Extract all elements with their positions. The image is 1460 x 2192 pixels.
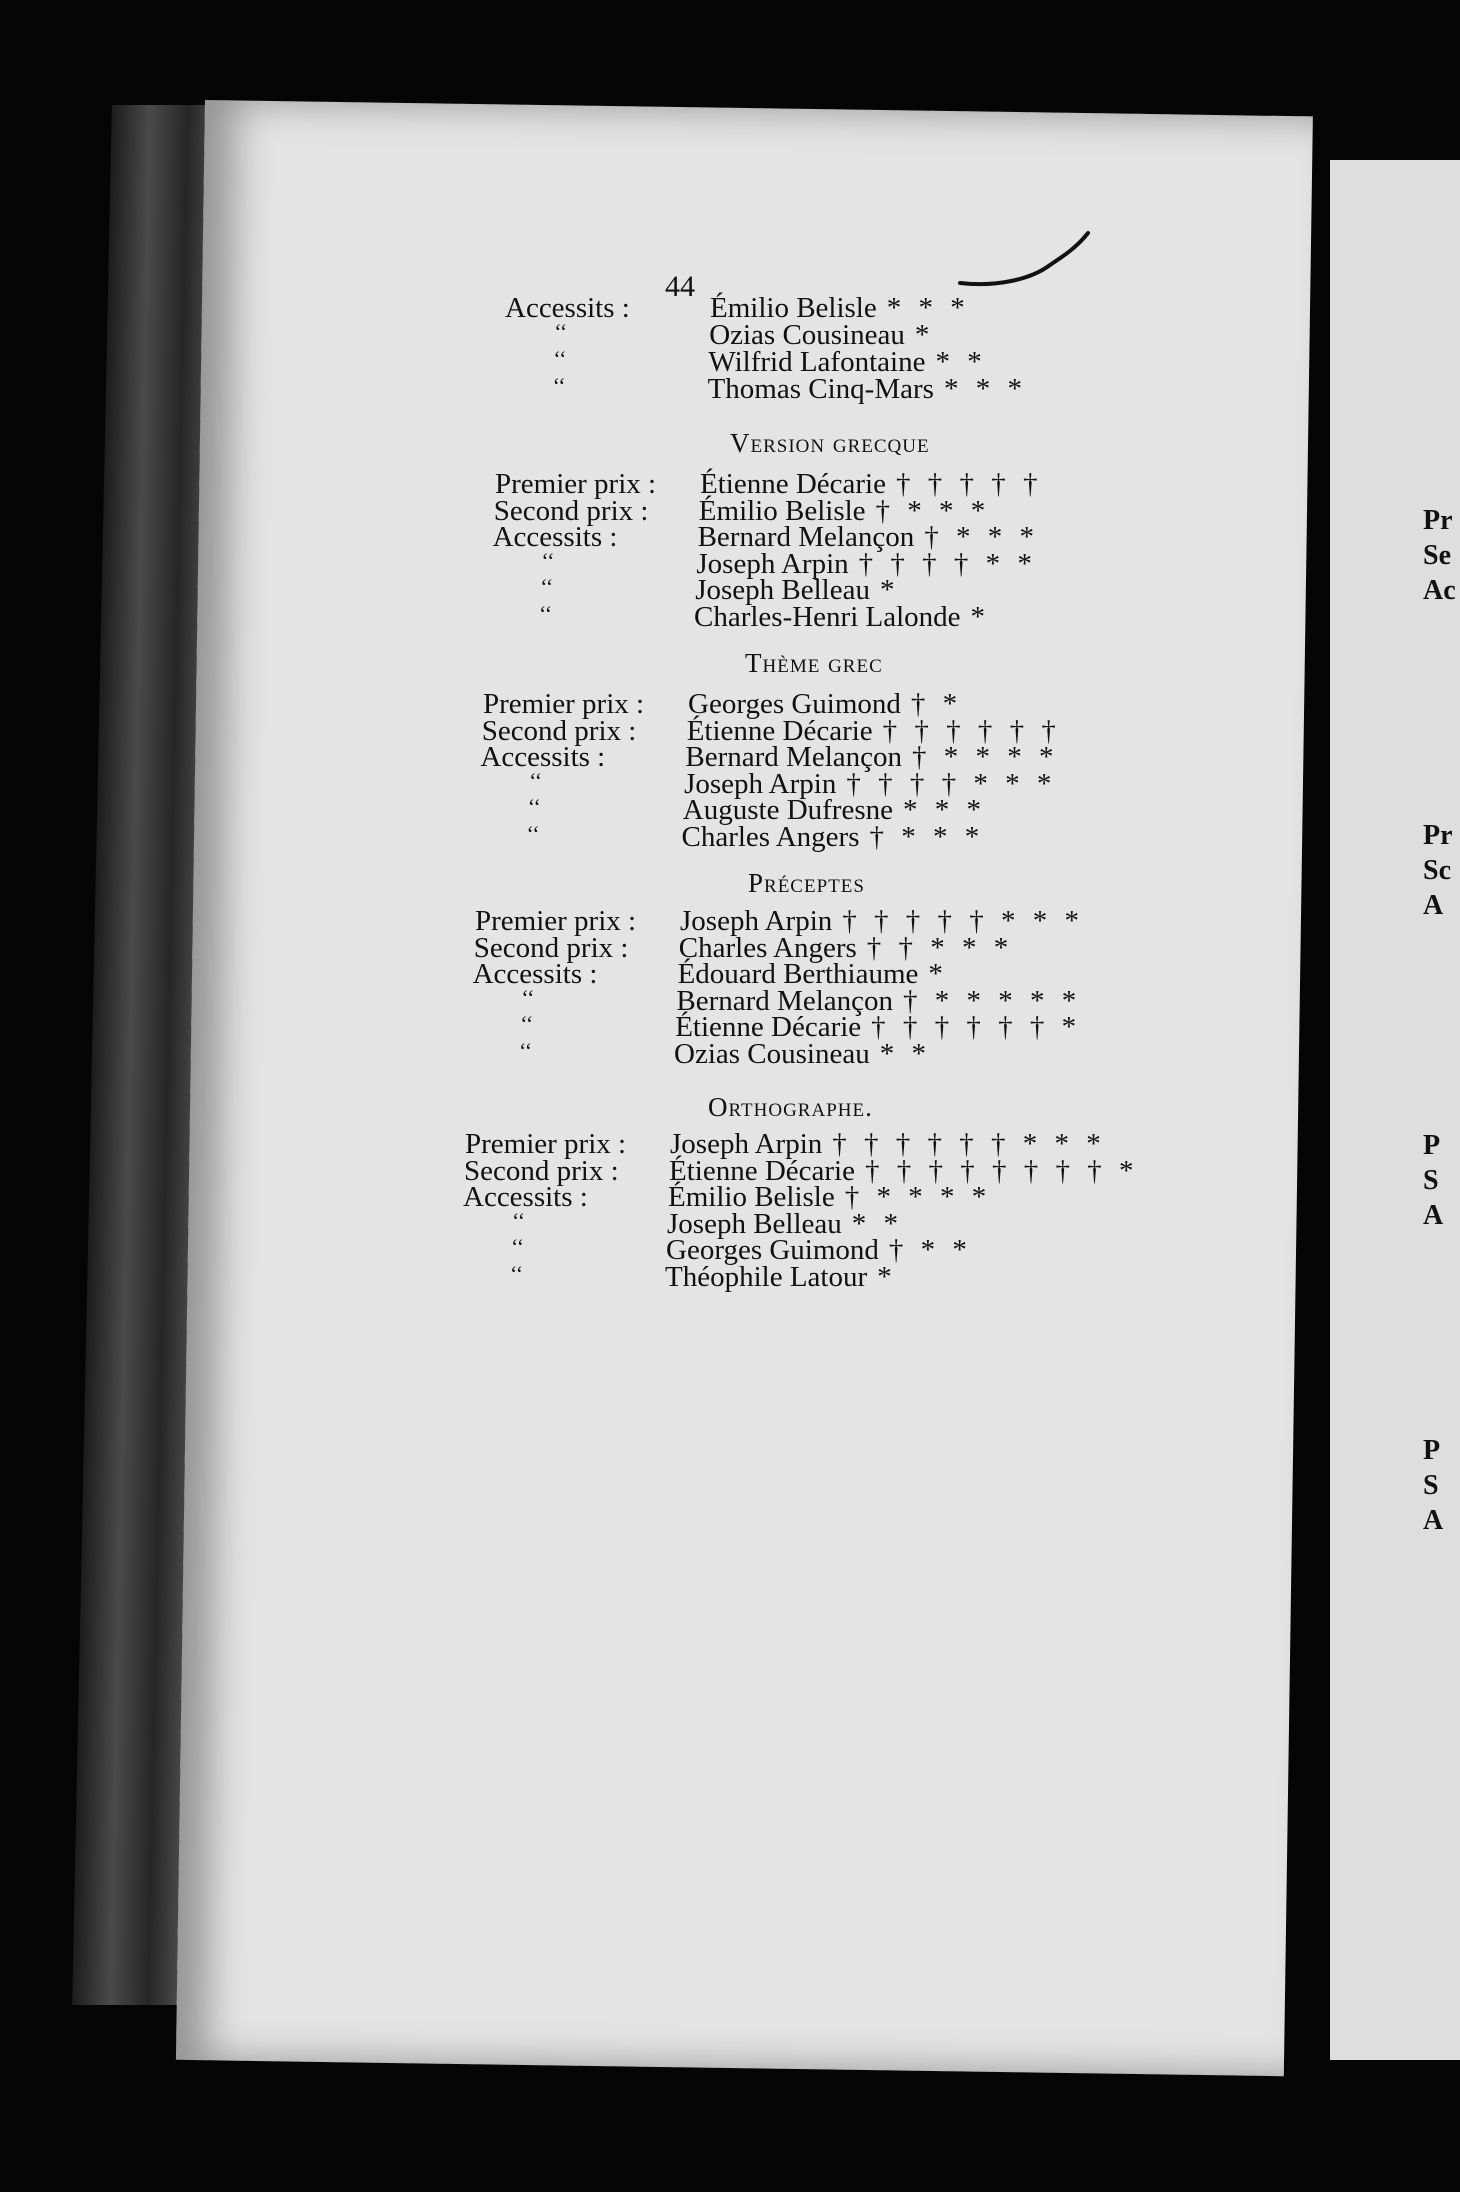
- student-name: [674, 1038, 931, 1071]
- prize-label: ‘‘: [541, 547, 555, 573]
- student-name-text: Ozias Cousineau: [674, 1037, 870, 1070]
- student-name-text: Joseph Arpin: [670, 1128, 823, 1160]
- prize-label: Accessits :: [480, 741, 606, 773]
- distinction-marks: * *: [851, 1207, 904, 1240]
- section-title: Préceptes: [748, 868, 865, 898]
- distinction-marks: *: [928, 958, 948, 990]
- distinction-marks: *: [914, 319, 935, 351]
- prize-label: ‘‘: [554, 319, 568, 344]
- prize-label: Second prix :: [473, 931, 629, 964]
- prize-label: Premier prix :: [465, 1128, 627, 1160]
- student-name-text: Charles Angers: [681, 820, 860, 853]
- prize-label: Premier prix :: [483, 688, 645, 720]
- student-name-text: Étienne Décarie: [669, 1154, 855, 1187]
- prize-label: ‘‘: [529, 767, 543, 793]
- distinction-marks: † † † † †: [895, 468, 1043, 500]
- facing-page-letter: P: [1423, 1130, 1441, 1161]
- prize-label: ‘‘: [539, 600, 553, 626]
- distinction-marks: *: [970, 600, 991, 633]
- prize-label: ‘‘: [552, 373, 566, 398]
- facing-page-letter: Sc: [1423, 855, 1451, 886]
- distinction-marks: † † † † * * *: [846, 767, 1057, 800]
- distinction-marks: † † * * *: [866, 931, 1014, 964]
- prize-label: ‘‘: [512, 1207, 526, 1233]
- distinction-marks: † * * * *: [844, 1181, 992, 1213]
- distinction-marks: *: [877, 1260, 897, 1293]
- student-name-text: Joseph Arpin: [696, 547, 849, 580]
- student-name-text: Édouard Berthiaume: [677, 958, 919, 990]
- distinction-marks: *: [879, 574, 900, 606]
- prize-label: ‘‘: [553, 346, 567, 371]
- student-name-text: Wilfrid Lafontaine: [708, 346, 926, 378]
- distinction-marks: † † † † † † * * *: [832, 1128, 1106, 1160]
- distinction-marks: † † † † † † *: [871, 1011, 1082, 1043]
- pen-stroke-mark: [955, 225, 1095, 295]
- student-name: [708, 373, 1027, 406]
- prize-label: Accessits :: [492, 521, 618, 553]
- facing-page-letter: Se: [1423, 540, 1451, 571]
- distinction-marks: * *: [935, 346, 987, 378]
- distinction-marks: † † † † † † † † *: [864, 1154, 1139, 1187]
- student-name-text: Émilio Belisle: [698, 494, 866, 527]
- prize-label: Second prix :: [493, 494, 649, 527]
- facing-page-letter: S: [1423, 1470, 1439, 1501]
- facing-page-letter: A: [1423, 1200, 1444, 1231]
- distinction-marks: † † † † * *: [858, 547, 1037, 580]
- facing-page-letter: Pr: [1423, 820, 1453, 851]
- distinction-marks: * *: [879, 1037, 931, 1070]
- distinction-marks: † * *: [888, 1234, 972, 1266]
- student-name-text: Ozias Cousineau: [709, 319, 905, 351]
- facing-page: [1330, 160, 1460, 2060]
- distinction-marks: † * * * * *: [903, 984, 1082, 1017]
- student-name-text: Joseph Arpin: [680, 905, 833, 937]
- prize-label: Accessits :: [472, 958, 598, 990]
- student-name-text: Charles-Henri Lalonde: [694, 600, 961, 633]
- distinction-marks: † * * * *: [912, 741, 1059, 773]
- prize-label: ‘‘: [519, 1037, 533, 1063]
- facing-page-letter: A: [1423, 890, 1444, 921]
- prize-label: ‘‘: [527, 794, 541, 819]
- prize-label: ‘‘: [520, 1011, 534, 1036]
- section-title: Orthographe.: [708, 1092, 873, 1122]
- prize-label: Second prix :: [464, 1154, 619, 1187]
- facing-page-letter: Ac: [1423, 575, 1456, 606]
- distinction-marks: * * *: [886, 292, 970, 324]
- distinction-marks: † † † † † * * *: [842, 905, 1084, 937]
- distinction-marks: † * * *: [924, 521, 1039, 553]
- prize-label: ‘‘: [540, 574, 554, 599]
- student-name-text: Joseph Belleau: [695, 574, 870, 606]
- prize-label: ‘‘: [526, 820, 540, 846]
- student-name-text: Étienne Décarie: [675, 1011, 862, 1043]
- student-name-text: Auguste Dufresne: [682, 794, 893, 826]
- facing-page-letter: P: [1423, 1435, 1441, 1466]
- student-name-text: Bernard Melançon: [676, 984, 893, 1017]
- page-number: 44: [665, 270, 695, 303]
- prize-label: Second prix :: [481, 714, 637, 747]
- student-name-text: Étienne Décarie: [686, 714, 873, 747]
- student-name: [665, 1261, 897, 1294]
- distinction-marks: * * *: [943, 373, 1027, 405]
- prize-label: ‘‘: [511, 1234, 525, 1259]
- student-name-text: Georges Guimond: [666, 1234, 879, 1266]
- student-name-text: Étienne Décarie: [700, 468, 886, 500]
- facing-page-letter: Pr: [1423, 505, 1453, 536]
- student-name-text: Émilio Belisle: [710, 292, 877, 324]
- distinction-marks: † † † † † †: [882, 714, 1061, 747]
- facing-page-letter: A: [1423, 1505, 1444, 1536]
- prize-label: ‘‘: [521, 984, 535, 1010]
- student-name-text: Théophile Latour: [665, 1260, 868, 1293]
- student-name-text: Bernard Melançon: [685, 741, 902, 773]
- student-name: [682, 821, 985, 854]
- prize-label: Accessits :: [505, 292, 630, 324]
- distinction-marks: † *: [910, 688, 963, 720]
- student-name-text: Émilio Belisle: [668, 1181, 835, 1213]
- distinction-marks: † * * *: [869, 820, 985, 853]
- student-name-text: Charles Angers: [678, 931, 857, 964]
- student-name-text: Joseph Arpin: [684, 767, 837, 800]
- distinction-marks: † * * *: [875, 494, 991, 527]
- section-title: Thème grec: [745, 648, 883, 678]
- facing-page-letter: S: [1423, 1165, 1439, 1196]
- prize-label: ‘‘: [510, 1260, 524, 1286]
- student-name-text: Bernard Melançon: [697, 521, 915, 553]
- prize-label: Premier prix :: [495, 468, 657, 500]
- student-name: [694, 601, 990, 634]
- prize-label: Accessits :: [463, 1181, 588, 1213]
- student-name-text: Georges Guimond: [688, 688, 901, 720]
- student-name-text: Thomas Cinq-Mars: [707, 373, 934, 405]
- section-title: Version grecque: [730, 428, 930, 458]
- distinction-marks: * * *: [903, 794, 986, 826]
- prize-label: Premier prix :: [475, 905, 637, 937]
- student-name-text: Joseph Belleau: [667, 1207, 842, 1240]
